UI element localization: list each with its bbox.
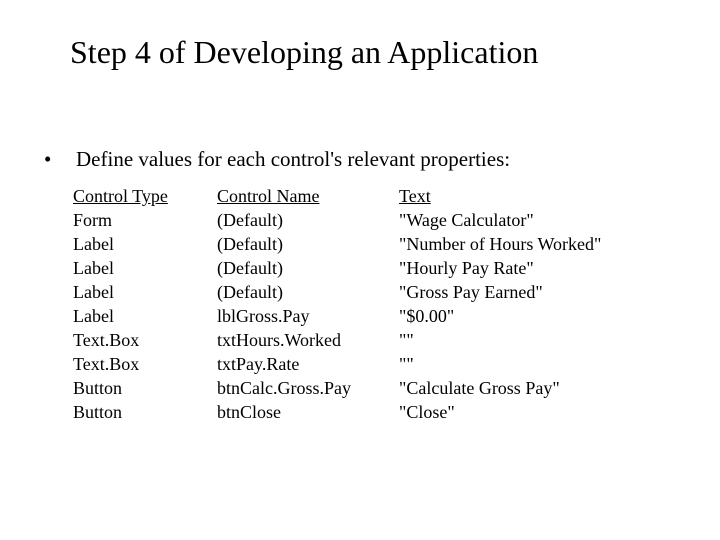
cell-text: "" [399,354,414,374]
table-row [73,304,639,328]
cell-control-name: lblGross.Pay [217,306,310,326]
table-row [73,256,639,280]
cell-text: "Number of Hours Worked" [399,234,602,254]
bullet-text: Define values for each control's relevant properties: [76,147,511,171]
cell-text: "Close" [399,402,455,422]
cell-control-name: btnClose [217,402,282,422]
cell-control-type: Label [73,282,114,302]
cell-control-name: (Default) [217,258,283,278]
table-row [73,328,639,352]
cell-control-type: Form [73,210,113,230]
header-control-name: Control Name [217,186,320,206]
slide-title: Step 4 of Developing an Application [70,34,539,70]
cell-text: "Wage Calculator" [399,210,534,230]
cell-text: "Gross Pay Earned" [399,282,543,302]
table-row [73,400,639,424]
cell-text: "Calculate Gross Pay" [399,378,560,398]
cell-control-name: btnCalc.Gross.Pay [217,378,351,398]
table-row [73,376,639,400]
cell-control-type: Label [73,234,114,254]
header-control-type: Control Type [73,186,168,206]
bullet-point [44,144,510,174]
table-row [73,352,639,376]
cell-control-type: Button [73,378,123,398]
cell-control-name: (Default) [217,210,283,230]
bullet-marker: • [44,147,52,171]
cell-text: "$0.00" [399,306,455,326]
table-header-row [73,184,639,208]
cell-control-type: Label [73,306,114,326]
cell-control-type: Text.Box [73,330,140,350]
cell-control-type: Button [73,402,123,422]
cell-control-name: (Default) [217,282,283,302]
table-row [73,280,639,304]
cell-control-name: txtHours.Worked [217,330,342,350]
cell-control-type: Text.Box [73,354,140,374]
table-row [73,208,639,232]
table-row [73,232,639,256]
control-properties-table [73,184,639,424]
cell-text: "Hourly Pay Rate" [399,258,534,278]
cell-control-name: txtPay.Rate [217,354,300,374]
cell-text: "" [399,330,414,350]
cell-control-type: Label [73,258,114,278]
header-text: Text [399,186,431,206]
cell-control-name: (Default) [217,234,283,254]
